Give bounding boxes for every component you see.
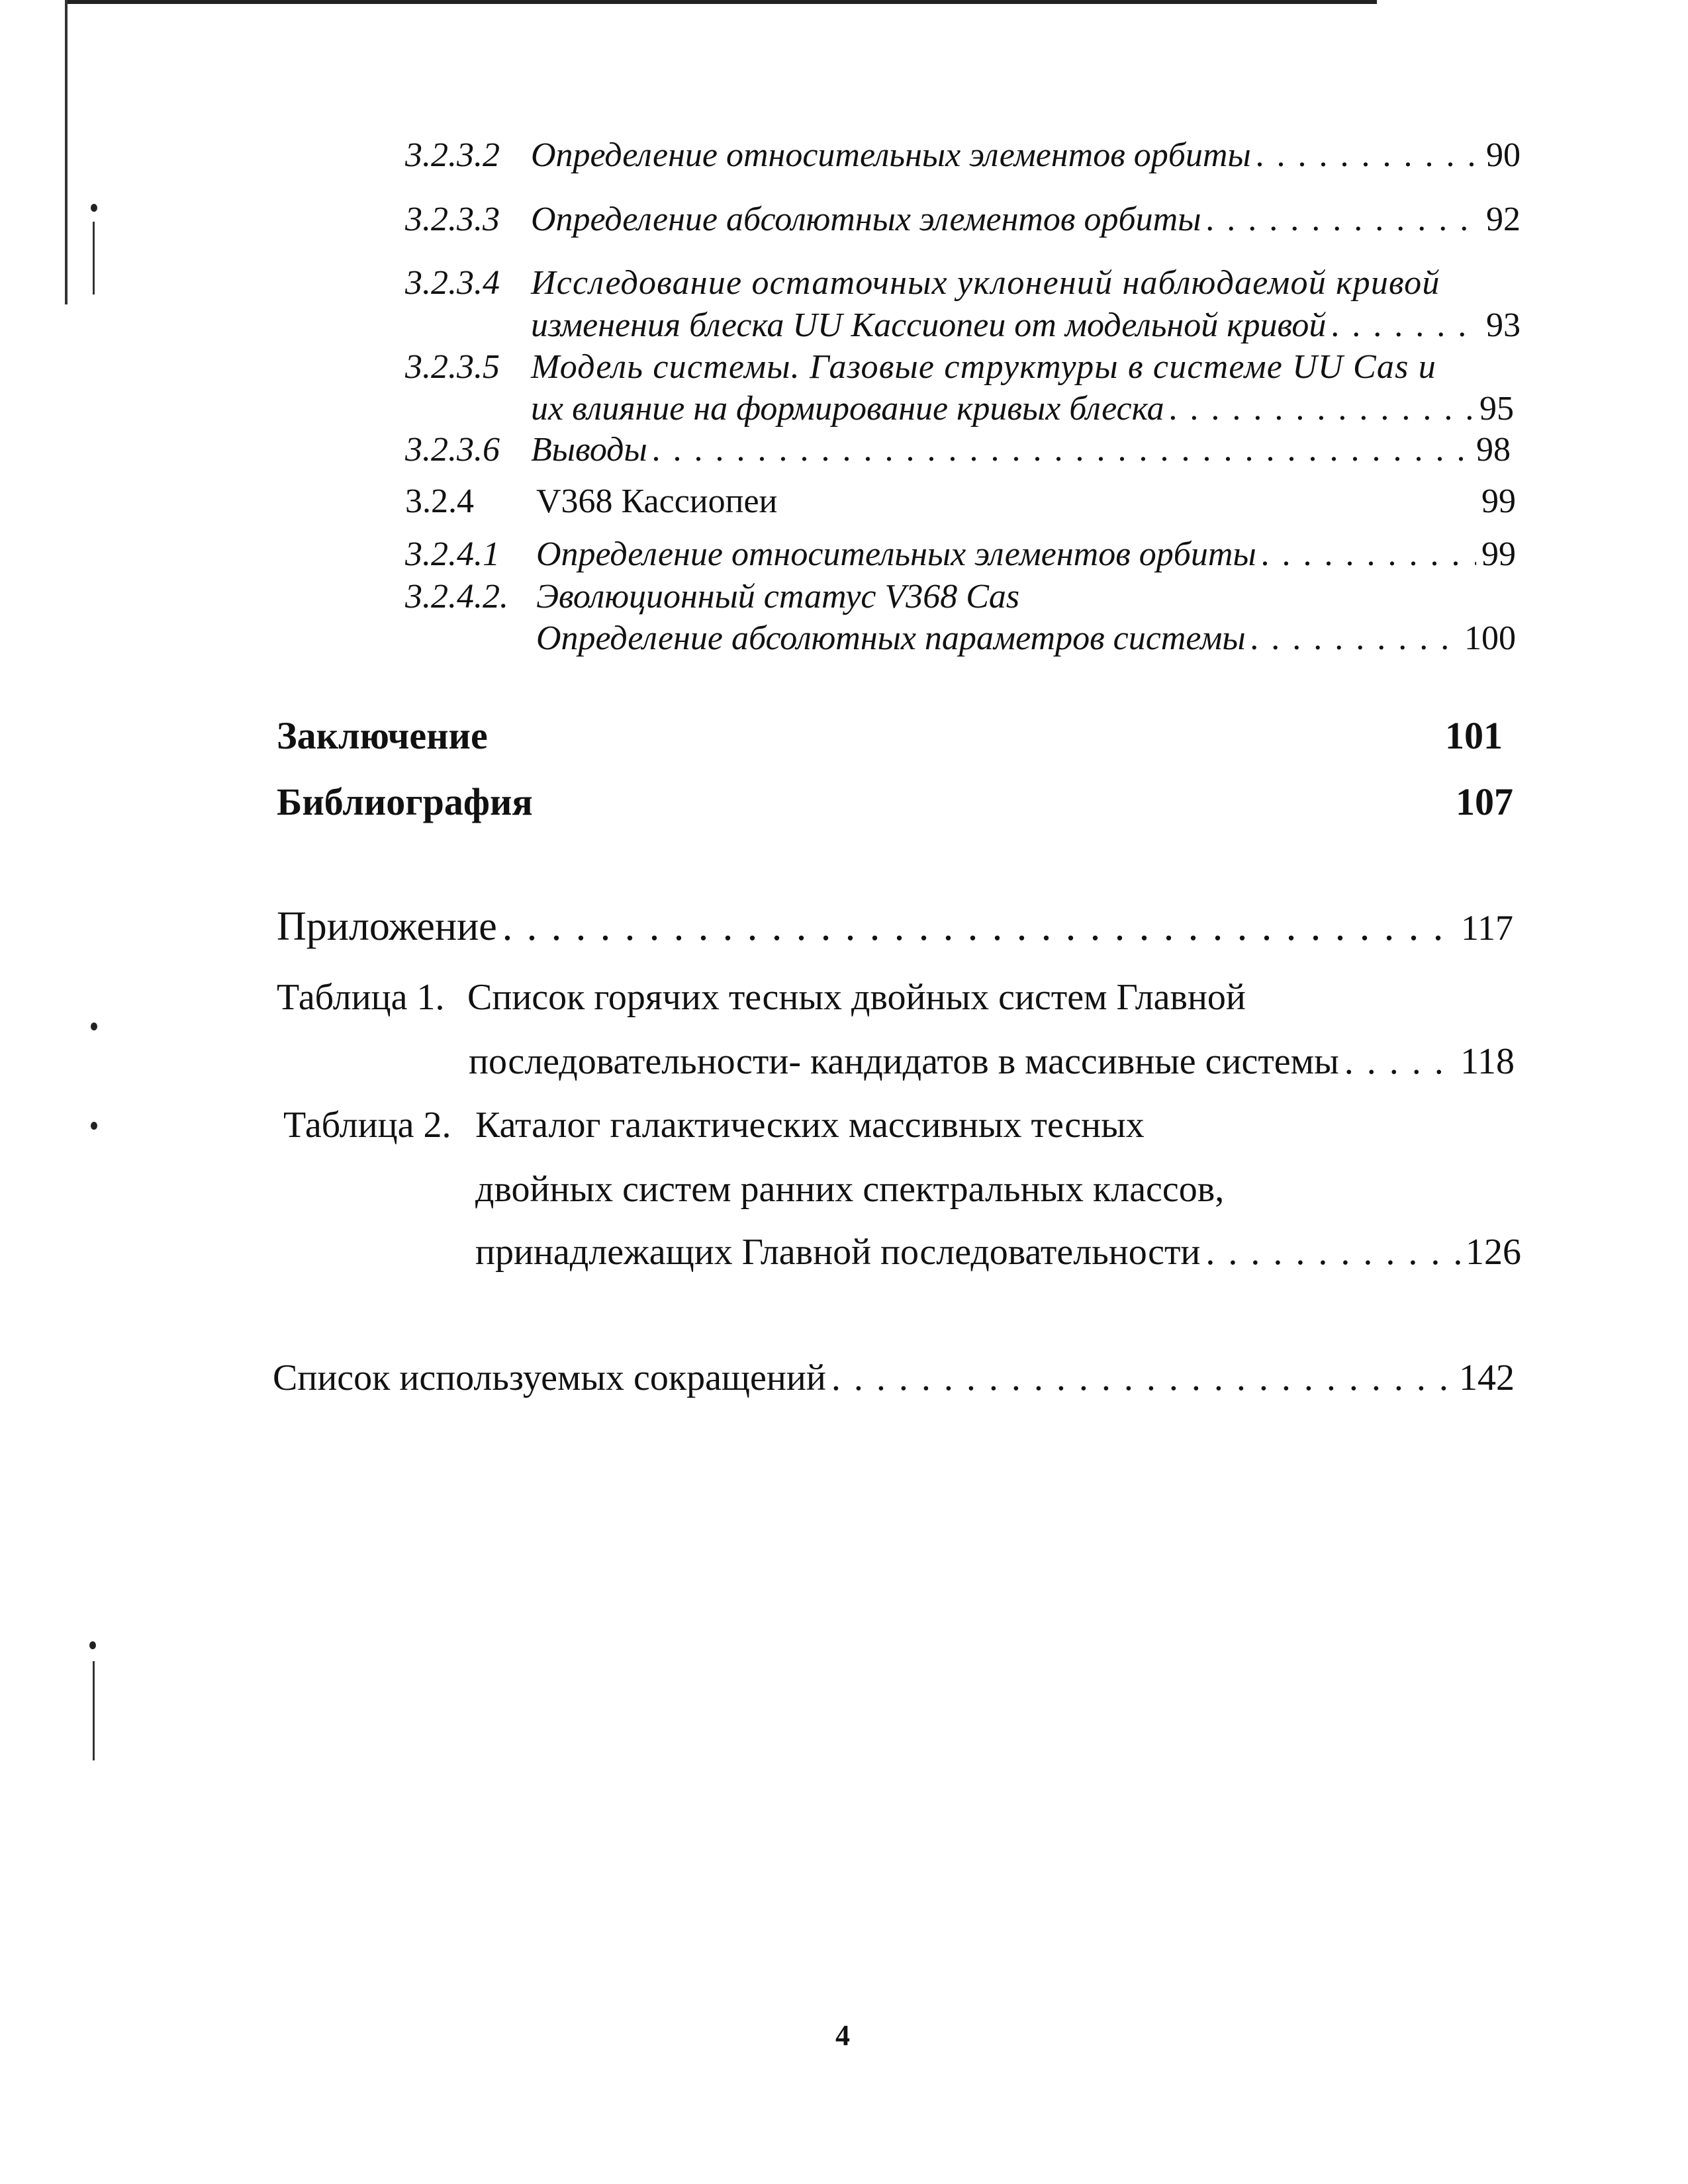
toc-entry-title-cont: изменения блеска UU Кассиопеи от модельной кривой — [531, 306, 1327, 344]
toc-entry-number: 3.2.3.2 — [405, 136, 500, 174]
toc-table-entry-cont — [469, 1040, 1515, 1083]
scan-speck — [91, 1122, 97, 1130]
page-number: 4 — [835, 2019, 850, 2052]
toc-entry-page: 92 — [1486, 201, 1521, 238]
toc-main-entry — [277, 780, 1513, 824]
toc-leader-dots — [1205, 1231, 1460, 1273]
toc-table-page: 126 — [1466, 1232, 1521, 1273]
toc-entry-number: 3.2.4.2. — [405, 578, 508, 615]
toc-entry-number: 3.2.3.5 — [405, 348, 500, 386]
toc-leader-dots — [502, 903, 1456, 950]
toc-leader-dots — [1344, 1040, 1455, 1083]
toc-entry-continuation — [531, 306, 1521, 345]
toc-entry-page: 100 — [1464, 619, 1516, 657]
toc-appendix-entry — [277, 903, 1513, 950]
toc-entry-title: Определение относительных элементов орбиты — [531, 136, 1251, 174]
toc-leader-dots — [1262, 535, 1476, 574]
toc-leader-dots — [1170, 389, 1474, 428]
toc-entry-page: 99 — [1481, 482, 1516, 520]
scan-mark — [93, 222, 95, 295]
toc-table-entry-cont — [475, 1231, 1521, 1273]
toc-entry-continuation — [536, 619, 1516, 658]
toc-table-entry — [283, 1104, 1521, 1146]
toc-entry-continuation — [531, 389, 1514, 428]
toc-entry-number: 3.2.3.3 — [405, 201, 500, 238]
toc-main-title: Библиография — [277, 780, 533, 823]
toc-leader-dots — [1331, 306, 1481, 345]
toc-leader-dots — [831, 1357, 1454, 1399]
toc-table-title-cont: последовательности- кандидатов в массивные системы — [469, 1041, 1339, 1082]
toc-entry-number: 3.2.3.4 — [405, 264, 500, 302]
scan-left-rule — [65, 0, 68, 304]
toc-entry — [405, 263, 1521, 302]
toc-abbreviations-title: Список используемых сокращений — [273, 1357, 826, 1398]
toc-entry — [405, 200, 1521, 239]
toc-table-title: Каталог галактических массивных тесных — [475, 1105, 1145, 1146]
toc-entry-title: Определение абсолютных элементов орбиты — [531, 201, 1201, 238]
toc-appendix-page: 117 — [1461, 908, 1513, 948]
toc-entry-title: Исследование остаточных уклонений наблюдаемой кривой — [531, 264, 1440, 302]
toc-entry-page: 90 — [1486, 136, 1521, 174]
toc-table-page: 118 — [1460, 1041, 1515, 1082]
toc-table-title-cont: двойных систем ранних спектральных классов, — [475, 1169, 1225, 1210]
toc-abbreviations-page: 142 — [1459, 1357, 1515, 1398]
scan-speck — [91, 1023, 97, 1030]
toc-entry-title-cont: Определение абсолютных параметров системы — [536, 619, 1246, 657]
toc-leader-dots — [653, 430, 1471, 469]
toc-entry-number: 3.2.4.1 — [405, 535, 500, 573]
toc-table-title-cont: принадлежащих Главной последовательности — [475, 1232, 1201, 1273]
toc-entry-page: 98 — [1476, 431, 1511, 469]
toc-table-label: Таблица 2. — [283, 1105, 451, 1146]
toc-leader-dots — [1206, 200, 1481, 239]
scan-mark — [93, 1661, 95, 1760]
toc-entry-number: 3.2.4 — [405, 482, 474, 520]
toc-entry-number: 3.2.3.6 — [405, 431, 500, 469]
toc-entry — [405, 430, 1511, 469]
toc-main-title: Заключение — [277, 714, 488, 757]
toc-main-page: 101 — [1445, 714, 1503, 757]
toc-entry-page: 93 — [1486, 306, 1521, 344]
toc-table-entry — [277, 976, 1521, 1019]
toc-leader-dots — [1251, 619, 1459, 658]
toc-main-entry — [277, 713, 1503, 758]
toc-entry-title: Эволюционный статус V368 Cas — [536, 578, 1020, 615]
scan-top-rule — [66, 0, 1377, 4]
toc-table-title: Список горячих тесных двойных систем Главной — [467, 977, 1246, 1018]
toc-entry-title-cont: их влияние на формирование кривых блеска — [531, 390, 1164, 428]
toc-entry — [405, 347, 1521, 387]
toc-entry-title: Выводы — [531, 431, 647, 469]
toc-entry — [405, 482, 1516, 521]
toc-entry-page: 99 — [1481, 535, 1516, 573]
toc-entry — [405, 535, 1516, 574]
toc-entry-title: V368 Кассиопеи — [536, 482, 778, 520]
toc-abbreviations-entry — [273, 1357, 1515, 1399]
toc-main-page: 107 — [1456, 780, 1513, 823]
scan-speck — [91, 204, 97, 212]
toc-entry — [405, 136, 1521, 175]
toc-entry-title: Модель системы. Газовые структуры в системе UU Cas и — [531, 348, 1436, 386]
toc-table-label: Таблица 1. — [277, 977, 445, 1018]
toc-entry — [405, 577, 1516, 616]
toc-entry-page: 95 — [1479, 390, 1514, 428]
toc-leader-dots — [1256, 136, 1481, 175]
toc-appendix-title: Приложение — [277, 904, 497, 949]
toc-entry-title: Определение относительных элементов орбиты — [536, 535, 1256, 573]
scan-speck — [89, 1641, 96, 1649]
